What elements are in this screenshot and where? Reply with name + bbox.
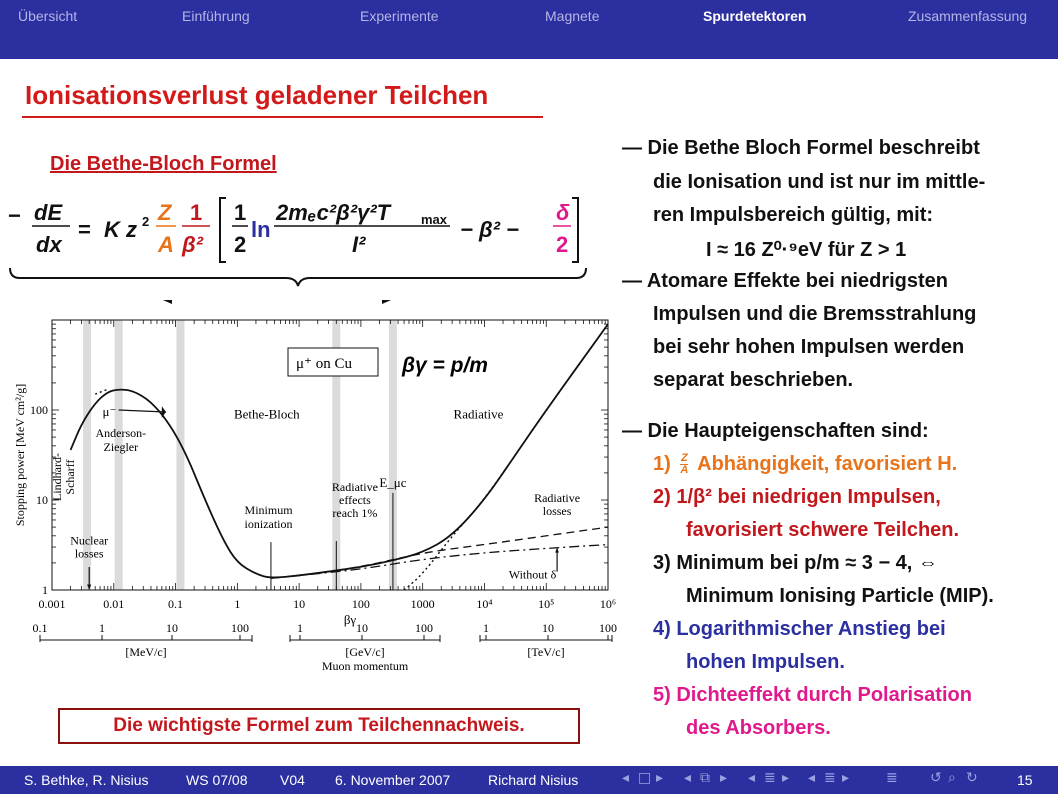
delta-numerator: δ [556, 200, 570, 225]
x-tick-label: 10 [293, 597, 306, 611]
nav-item-spurdetektoren[interactable]: Spurdetektoren [703, 8, 807, 24]
nav-item-einfuehrung[interactable]: Einführung [182, 8, 250, 24]
nav-section-icon[interactable]: ≣ [824, 770, 836, 786]
equals-sign: = [78, 217, 91, 242]
nav-search-icon[interactable]: ⌕ [948, 770, 956, 786]
annotation-bethe-bloch: Bethe-Bloch [233, 406, 300, 422]
footer-lecture: V04 [280, 772, 305, 788]
minus-sign: − [8, 203, 21, 228]
momentum-unit-label: [MeV/c] [125, 645, 167, 659]
momentum-tick-label: 10 [356, 621, 368, 635]
momentum-tick-label: 1 [483, 621, 489, 635]
annotation-rad-effects-1: Radiative [331, 480, 378, 495]
beta-square-term: − β² − [460, 217, 519, 242]
top-navigation-bar [0, 0, 1058, 59]
log-argument-numerator: 2mₑc²β²γ²T [276, 200, 391, 225]
annotation-emuc: E_μc [379, 474, 407, 490]
nav-outline-icon[interactable]: ≣ [886, 770, 898, 786]
nav-next-section-icon[interactable]: ▸ [842, 770, 850, 786]
nav-item-magnete[interactable]: Magnete [545, 8, 600, 24]
property-3-line-1: 3) Minimum bei p/m ≈ 3 − 4, ⇔ [653, 552, 938, 574]
a-denominator: A [158, 232, 174, 257]
property-4-line-1: 4) Logarithmischer Anstieg bei [653, 618, 946, 640]
log-argument-denominator: I² [352, 232, 366, 257]
property-4-line-2: hohen Impulsen. [686, 651, 845, 673]
property-3-line-2: Minimum Ionising Particle (MIP). [686, 585, 994, 607]
momentum-unit-label: [GeV/c] [345, 645, 385, 659]
momentum-tick-label: 1 [99, 621, 105, 635]
property-1 [653, 453, 957, 476]
beta-square: β² [182, 232, 203, 257]
annotation-radiative: Radiative [453, 406, 504, 422]
tmax-subscript: max [421, 212, 448, 227]
property-5-line-1: 5) Dichteeffekt durch Polarisation [653, 684, 972, 706]
nav-item-experimente[interactable]: Experimente [360, 8, 439, 24]
k-constant: K [104, 217, 120, 242]
lhs-denominator: dx [36, 232, 62, 257]
momentum-unit-label: [TeV/c] [527, 645, 565, 659]
nav-subsection-icon[interactable]: ≣ [764, 770, 776, 786]
footer-authors: S. Bethke, R. Nisius [24, 772, 149, 788]
momentum-tick-label: 10 [542, 621, 554, 635]
x-axis-label: βγ [343, 612, 357, 627]
nav-prev-subsection-icon[interactable]: ◂ [748, 770, 756, 786]
annotation-nuclear-1: Nuclear [70, 533, 109, 548]
lhs-numerator: dE [34, 200, 63, 225]
y-tick-label: 100 [30, 403, 48, 417]
nav-next-slide-icon[interactable]: ▸ [720, 770, 728, 786]
property-5-line-2: des Absorbers. [686, 717, 831, 739]
shaded-band-1 [115, 320, 123, 590]
annotation-without-delta: Without δ [508, 567, 557, 582]
momentum-axis-title: Muon momentum [321, 659, 409, 673]
annotation-rad-effects-2: effects [339, 493, 371, 508]
momentum-tick-label: 100 [415, 621, 433, 635]
y-tick-label: 1 [42, 583, 48, 597]
delta-denominator: 2 [556, 232, 569, 257]
momentum-tick-label: 0.1 [32, 621, 48, 635]
x-tick-label: 1000 [410, 597, 435, 611]
x-tick-label: 10⁶ [599, 597, 617, 611]
annotation-anderson-ziegler-1: Anderson- [95, 426, 147, 441]
nav-forward-icon[interactable]: ↻ [966, 770, 978, 786]
x-tick-label: 0.01 [103, 597, 125, 611]
annotation-rad-effects-3: reach 1% [332, 506, 378, 521]
property-1-text: Abhängigkeit, favorisiert H. [697, 453, 958, 475]
z-square: 2 [142, 214, 150, 229]
nav-next-subsection-icon[interactable]: ▸ [782, 770, 790, 786]
bullet-1-line-4: I ≈ 16 Z⁰·⁹eV für Z > 1 [706, 239, 907, 261]
momentum-tick-label: 100 [231, 621, 249, 635]
slide-title: Ionisationsverlust geladener Teilchen [25, 80, 489, 110]
bullet-3-heading: — Die Haupteigenschaften sind: [622, 420, 929, 442]
bullet-1-line-1: — Die Bethe Bloch Formel beschreibt [622, 137, 980, 159]
property-2-line-2: favorisiert schwere Teilchen. [686, 519, 960, 541]
nav-prev-slide-icon[interactable]: ◂ [684, 770, 692, 786]
bullet-2-line-2: Impulsen und die Bremsstrahlung [653, 303, 977, 325]
annotation-betagamma: βγ = p/m [402, 354, 488, 377]
half-numerator: 1 [234, 200, 247, 225]
property-1-prefix: 1) [653, 453, 671, 475]
footer-page-number: 15 [1017, 772, 1033, 788]
x-tick-label: 0.1 [168, 597, 184, 611]
nav-slide-icon[interactable]: ⧉ [700, 770, 710, 786]
y-tick-label: 10 [36, 493, 48, 507]
shaded-band-2 [176, 320, 184, 590]
bethe-bloch-range-arrow [156, 300, 398, 304]
momentum-tick-label: 100 [599, 621, 617, 635]
footer-date: 6. November 2007 [335, 772, 451, 788]
footer-bar [0, 766, 1058, 794]
bullet-2-line-4: separat beschrieben. [653, 369, 854, 391]
property-1-fraction [680, 453, 688, 476]
stopping-power-chart [0, 300, 640, 700]
footer-speaker: Richard Nisius [488, 772, 579, 788]
y-axis-label: Stopping power [MeV cm²/g] [13, 383, 27, 527]
one-numerator: 1 [190, 200, 203, 225]
nav-item-zusammenfassung[interactable]: Zusammenfassung [908, 8, 1028, 24]
half-denominator: 2 [234, 232, 247, 257]
property-1-fraction-num: Z [680, 452, 688, 465]
z-charge: z [126, 217, 137, 242]
x-tick-label: 10⁵ [538, 597, 555, 611]
z-numerator: Z [158, 200, 172, 225]
x-tick-label: 10⁴ [476, 597, 493, 611]
footnote-box [58, 708, 580, 744]
annotation-mu-minus: μ⁻ [102, 404, 117, 420]
annotation-lindhard-scharff-2: Scharff [63, 459, 78, 495]
annotation-particle: μ⁺ on Cu [296, 356, 352, 372]
footnote-text: Die wichtigste Formel zum Teilchennachweis. [113, 715, 525, 736]
bullet-1-line-3: ren Impulsbereich gültig, mit: [653, 204, 934, 226]
property-2-line-1: 2) 1/β² bei niedrigen Impulsen, [653, 486, 941, 508]
nav-next-frame-icon[interactable]: ▸ [656, 770, 664, 786]
footer-semester: WS 07/08 [186, 772, 248, 788]
bethe-bloch-heading: Die Bethe-Bloch Formel [50, 153, 277, 175]
nav-item-uebersicht[interactable]: Übersicht [18, 8, 78, 24]
annotation-min-ion-2: ionization [244, 516, 293, 531]
annotation-nuclear-2: losses [74, 546, 104, 561]
ln-function: ln [251, 217, 271, 242]
annotation-rad-losses-1: Radiative [534, 491, 581, 506]
x-tick-label: 1 [234, 597, 241, 611]
underbrace [10, 268, 586, 286]
annotation-rad-losses-2: losses [542, 504, 572, 519]
nav-frame-icon[interactable]: □ [638, 770, 652, 786]
title-underline [22, 116, 543, 118]
annotation-min-ion-1: Minimum [244, 502, 293, 517]
nav-prev-frame-icon[interactable]: ◂ [622, 770, 630, 786]
nav-prev-section-icon[interactable]: ◂ [808, 770, 816, 786]
bullet-2-line-3: bei sehr hohen Impulsen werden [653, 336, 965, 358]
bethe-bloch-formula [0, 190, 600, 310]
annotation-lindhard-scharff-1: Lindhard- [50, 453, 65, 502]
bullet-1-line-2: die Ionisation und ist nur im mittle- [653, 171, 986, 193]
bullet-2-line-1: — Atomare Effekte bei niedrigsten [622, 270, 948, 292]
momentum-tick-label: 1 [297, 621, 303, 635]
x-tick-label: 100 [351, 597, 370, 611]
x-tick-label: 0.001 [38, 597, 66, 611]
momentum-tick-label: 10 [166, 621, 178, 635]
annotation-anderson-ziegler-2: Ziegler [103, 440, 139, 455]
nav-back-icon[interactable]: ↺ [930, 770, 942, 786]
property-1-fraction-den: A [680, 464, 689, 477]
